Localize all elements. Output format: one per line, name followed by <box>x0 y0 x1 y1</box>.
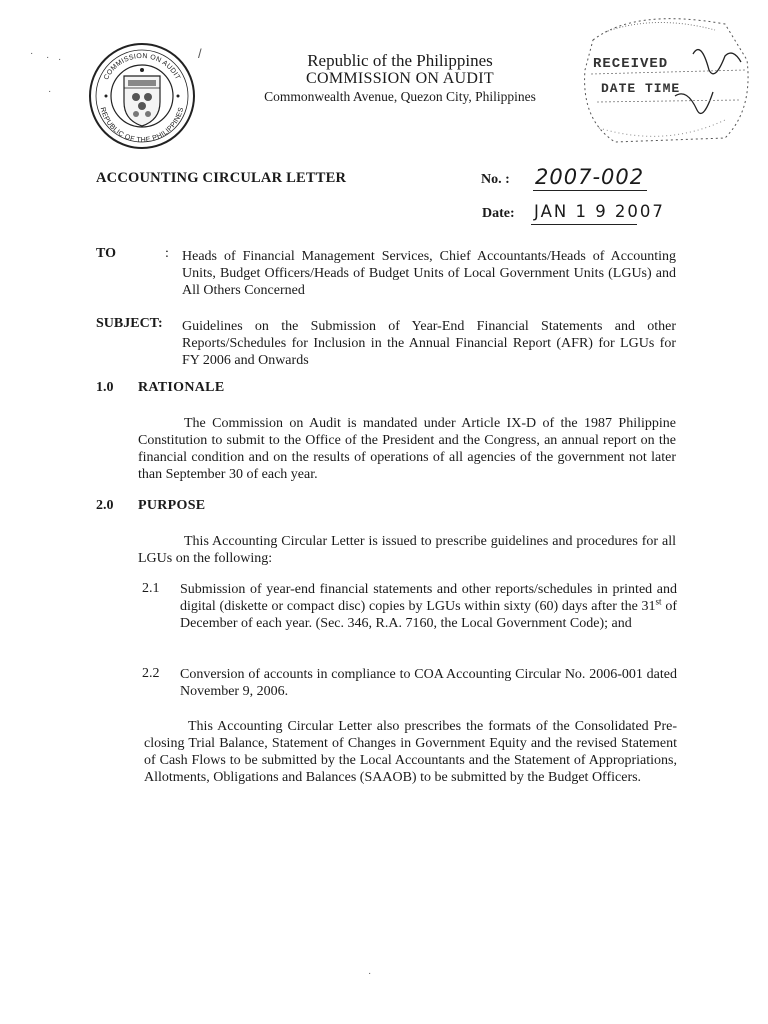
section-1-number: 1.0 <box>96 380 114 395</box>
to-label: TO <box>96 246 116 261</box>
received-stamp <box>575 10 755 150</box>
svg-text:REPUBLIC OF THE PHILIPPINES: REPUBLIC OF THE PHILIPPINES <box>98 106 186 145</box>
letterhead-republic: Republic of the Philippines <box>307 51 493 70</box>
date-value: JAN 1 9 2007 <box>534 202 665 221</box>
scan-speck: · <box>368 968 372 979</box>
number-value: 2007-002 <box>535 165 645 189</box>
svg-text:COMMISSION ON AUDIT: COMMISSION ON AUDIT <box>102 52 182 82</box>
letterhead <box>200 52 600 106</box>
section-2-intro: This Accounting Circular Letter is issued to prescribe guidelines and procedures for all LGUs on the following: <box>138 534 676 566</box>
scan-speck: · <box>48 86 52 97</box>
to-colon: : <box>165 246 169 261</box>
scan-mark: / <box>198 46 202 61</box>
section-2-number: 2.0 <box>96 498 114 513</box>
svg-text:RECEIVED: RECEIVED <box>593 56 669 72</box>
item-2-2-number: 2.2 <box>142 666 160 681</box>
coa-seal-logo <box>86 40 198 152</box>
section-2-title: PURPOSE <box>138 498 206 513</box>
item-2-2-text: Conversion of accounts in compliance to COA Accounting Circular No. 2006-001 dated November 9, 2006. <box>180 667 677 699</box>
section-1-title: RATIONALE <box>138 380 225 395</box>
date-label: Date: <box>482 206 515 221</box>
svg-text:DATE TIME: DATE TIME <box>601 81 681 96</box>
document-title: ACCOUNTING CIRCULAR LETTER <box>96 170 347 186</box>
scan-speck: · <box>58 54 62 65</box>
letterhead-address: Commonwealth Avenue, Quezon City, Philippines <box>264 89 536 104</box>
scan-speck: · <box>30 48 34 59</box>
subject-text: Guidelines on the Submission of Year-End Financial Statements and other Reports/Schedules for Inclusion in the Annual Financial Report (AFR) for LGUs for FY 2006 and Onwards <box>182 319 676 368</box>
item-2-1-number: 2.1 <box>142 581 160 596</box>
number-label: No. : <box>481 172 510 187</box>
to-recipients: Heads of Financial Management Services, Chief Accountants/Heads of Accounting Units, Budget Officers/Heads of Budget Units of Local Government Units (LGUs) and All Others Concerned <box>182 249 676 298</box>
section-2-closing-paragraph: This Accounting Circular Letter also prescribes the formats of the Consolidated Pre-closing Trial Balance, Statement of Changes in Government Equity and the revised Statement of Cash Flows to be submitted by the Local Accountants and the Statement of Appropriations, Allotments, Obligations and Balances (SAAOB) to be submitted by the Budget Officers. <box>144 719 677 785</box>
letterhead-agency: COMMISSION ON AUDIT <box>306 70 494 87</box>
subject-label: SUBJECT: <box>96 316 163 331</box>
scan-speck: · <box>46 52 50 63</box>
item-2-1-text: Submission of year-end financial statements and other reports/schedules in printed and digital (diskette or compact disc) copies by LGUs within sixty (60) days after the 31st of December of each year. (Sec. 346, R.A. 7160, the Local Government Code); and <box>180 582 677 631</box>
date-underline <box>531 224 637 225</box>
number-underline <box>533 190 647 191</box>
section-1-paragraph: The Commission on Audit is mandated under Article IX-D of the 1987 Philippine Constitution to submit to the Office of the President and the Congress, an annual report on the financial condition and on the results of operations of all agencies of the government not later than September 30 of each year. <box>138 416 676 482</box>
